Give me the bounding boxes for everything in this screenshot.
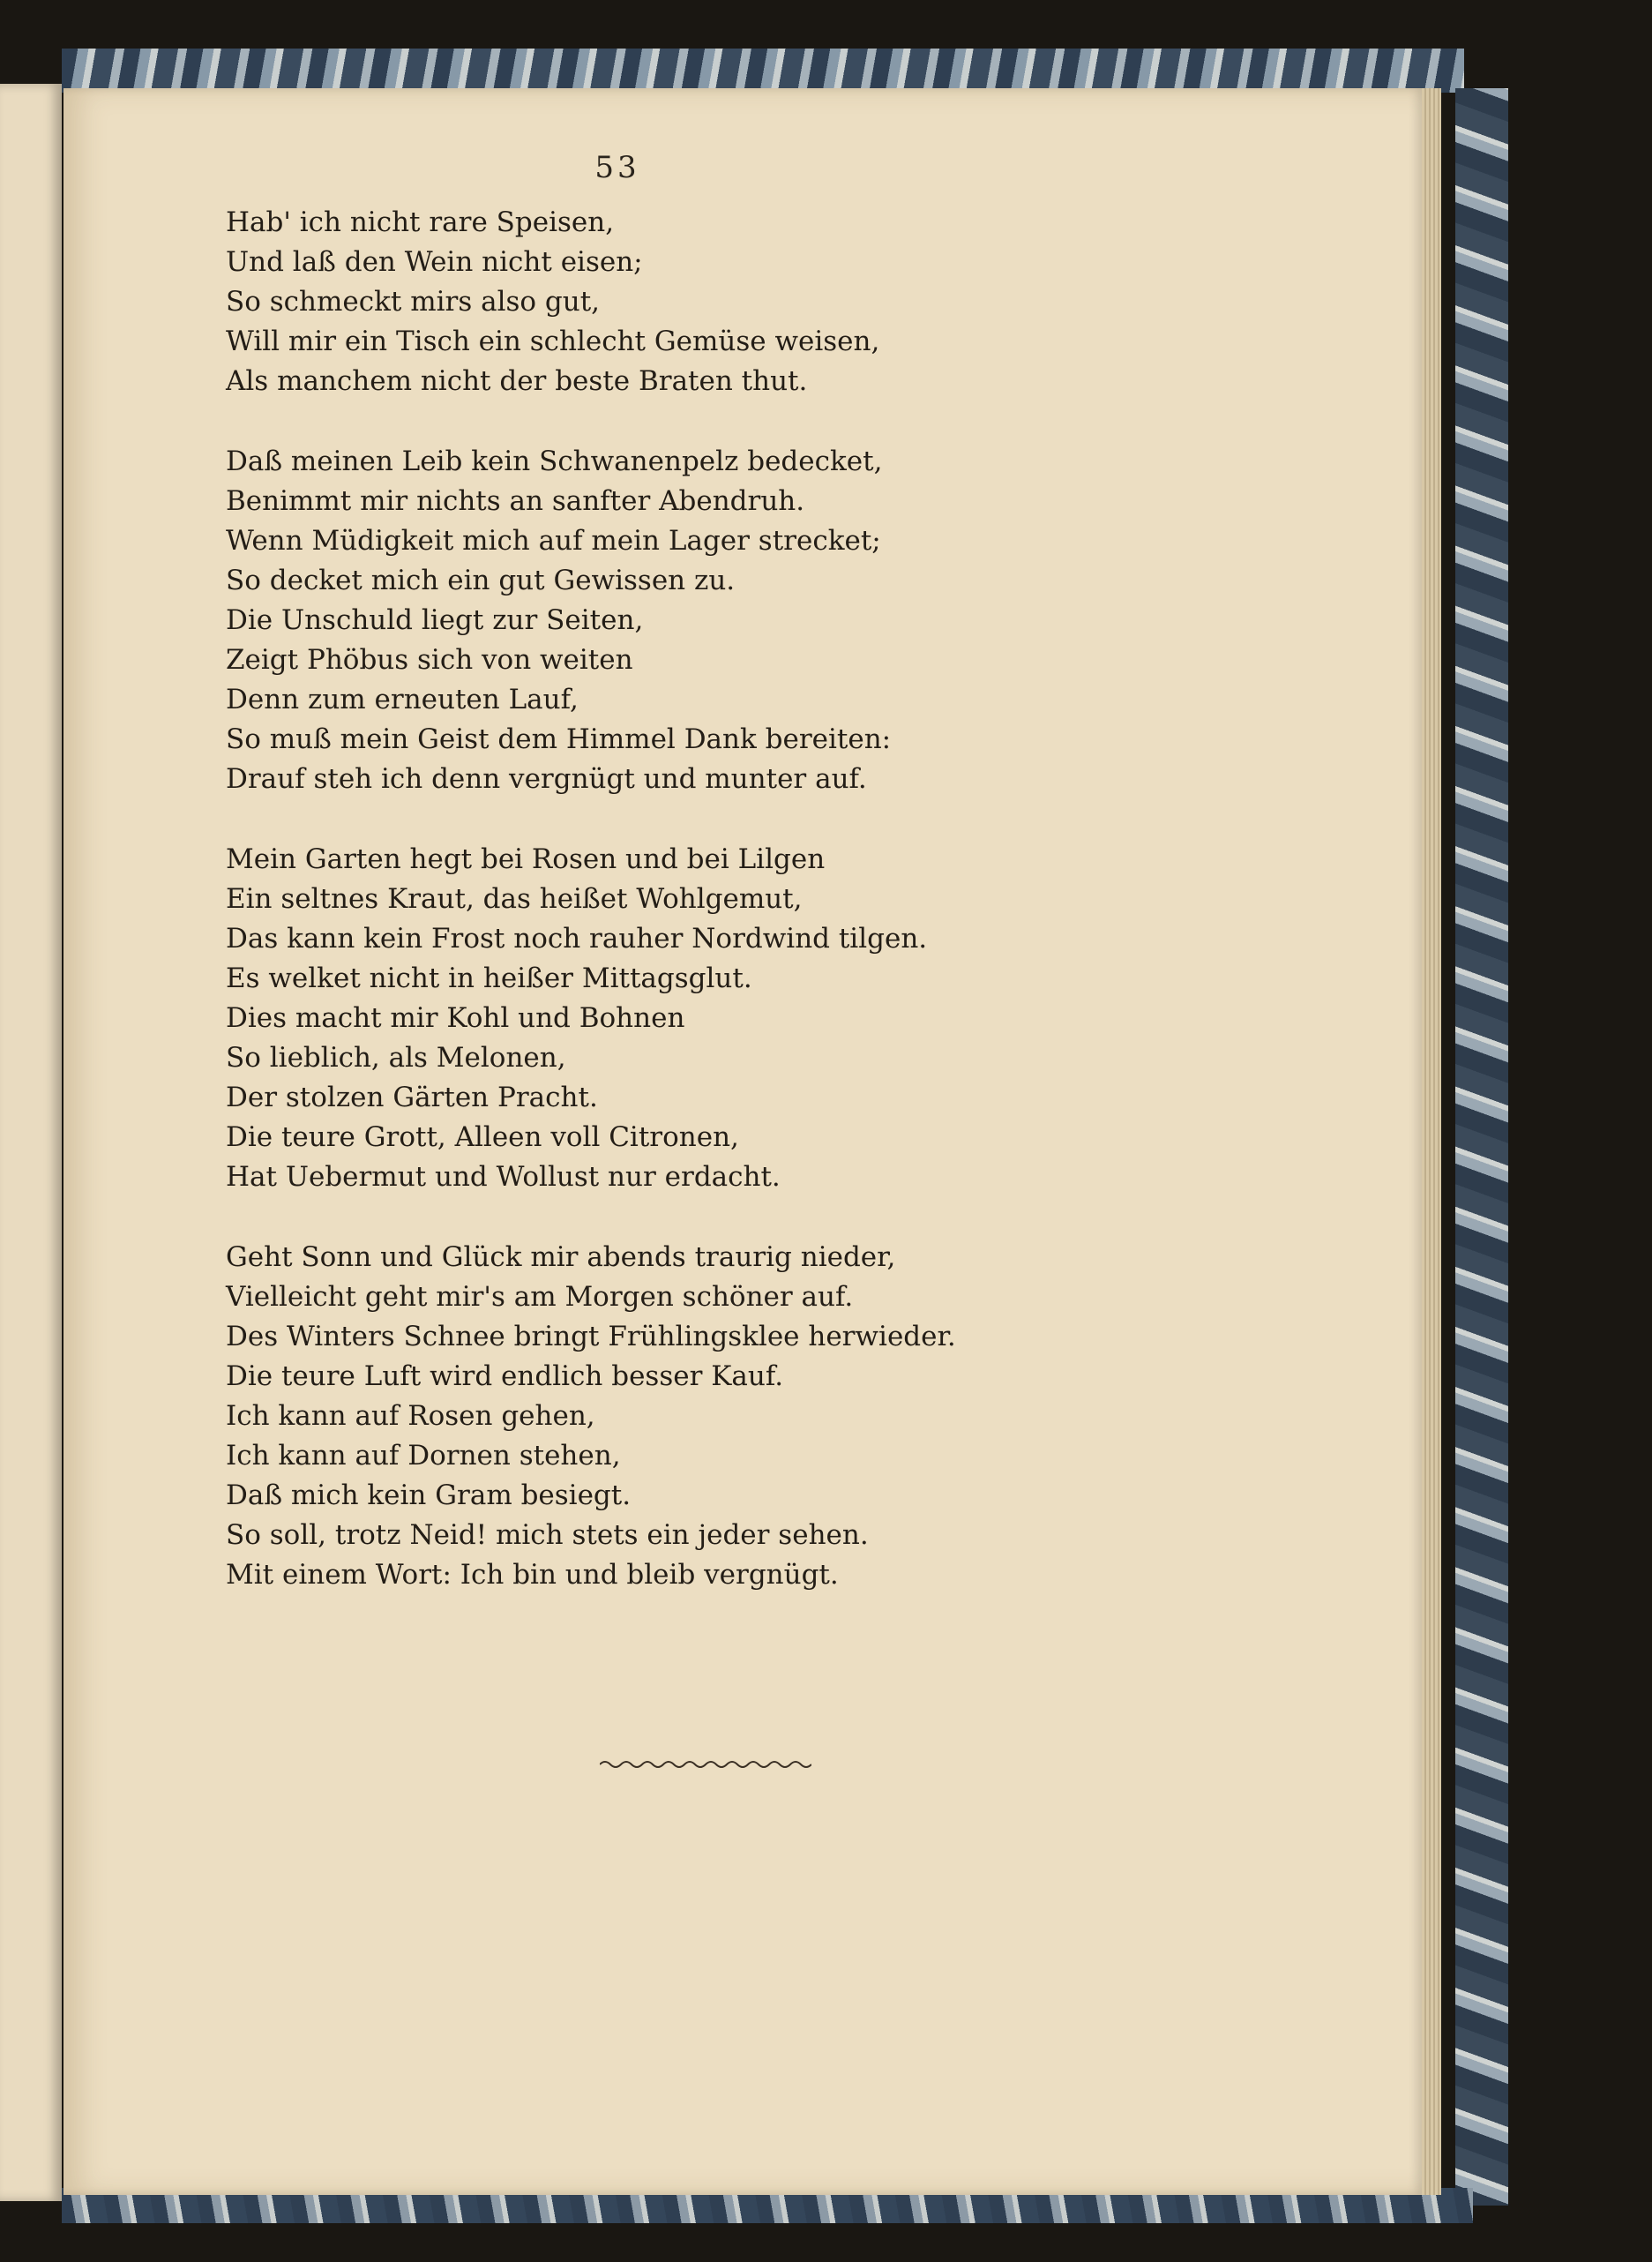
wavy-divider-ornament xyxy=(600,1756,811,1773)
verse-line: Denn zum erneuten Lauf, xyxy=(226,684,579,715)
poem xyxy=(226,203,1108,1636)
verse-line: Zeigt Phöbus sich von weiten xyxy=(226,644,633,676)
marbled-cover-right xyxy=(1455,88,1508,2206)
verse-line: Dies macht mir Kohl und Bohnen xyxy=(226,1002,685,1034)
left-facing-page xyxy=(0,84,62,2201)
verse-line: Geht Sonn und Glück mir abends traurig nieder, xyxy=(226,1241,896,1273)
page-number: 53 xyxy=(594,150,640,185)
verse-line: Wenn Müdigkeit mich auf mein Lager strecket; xyxy=(226,525,881,557)
verse-line: Die Unschuld liegt zur Seiten, xyxy=(226,604,644,636)
verse-line: Vielleicht geht mir's am Morgen schöner auf. xyxy=(226,1281,854,1313)
verse-line: Benimmt mir nichts an sanfter Abendruh. xyxy=(226,485,805,517)
marbled-cover-top xyxy=(62,49,1464,93)
verse-line: Daß meinen Leib kein Schwanenpelz bedecket, xyxy=(226,446,883,477)
verse-line: So soll, trotz Neid! mich stets ein jeder sehen. xyxy=(226,1519,869,1551)
verse-line: Hab' ich nicht rare Speisen, xyxy=(226,206,615,238)
verse-line: Ich kann auf Dornen stehen, xyxy=(226,1440,621,1472)
page-edges xyxy=(1422,88,1441,2195)
verse-line: Ein seltnes Kraut, das heißet Wohlgemut, xyxy=(226,883,803,915)
verse-line: Des Winters Schnee bringt Frühlingsklee herwieder. xyxy=(226,1321,956,1352)
verse-line: Das kann kein Frost noch rauher Nordwind tilgen. xyxy=(226,923,928,955)
verse-line: So lieblich, als Melonen, xyxy=(226,1042,566,1074)
verse-line: Als manchem nicht der beste Braten thut. xyxy=(226,365,808,397)
verse-line: Mein Garten hegt bei Rosen und bei Lilgen xyxy=(226,843,826,875)
verse-line: Hat Uebermut und Wollust nur erdacht. xyxy=(226,1161,781,1193)
stanza xyxy=(226,203,1108,401)
verse-line: Daß mich kein Gram besiegt. xyxy=(226,1479,632,1511)
verse-line: Drauf steh ich denn vergnügt und munter auf. xyxy=(226,763,867,795)
verse-line: Mit einem Wort: Ich bin und bleib vergnügt. xyxy=(226,1559,839,1591)
verse-line: Die teure Luft wird endlich besser Kauf. xyxy=(226,1360,784,1392)
stanza xyxy=(226,840,1108,1197)
stanza xyxy=(226,1238,1108,1595)
stanza xyxy=(226,442,1108,799)
verse-line: Die teure Grott, Alleen voll Citronen, xyxy=(226,1121,739,1153)
verse-line: So decket mich ein gut Gewissen zu. xyxy=(226,565,736,596)
verse-line: Es welket nicht in heißer Mittagsglut. xyxy=(226,962,752,994)
verse-line: Der stolzen Gärten Pracht. xyxy=(226,1082,598,1113)
verse-line: So schmeckt mirs also gut, xyxy=(226,286,601,318)
verse-line: Ich kann auf Rosen gehen, xyxy=(226,1400,595,1432)
verse-line: So muß mein Geist dem Himmel Dank bereiten: xyxy=(226,723,892,755)
verse-line: Will mir ein Tisch ein schlecht Gemüse weisen, xyxy=(226,326,880,357)
verse-line: Und laß den Wein nicht eisen; xyxy=(226,246,643,278)
